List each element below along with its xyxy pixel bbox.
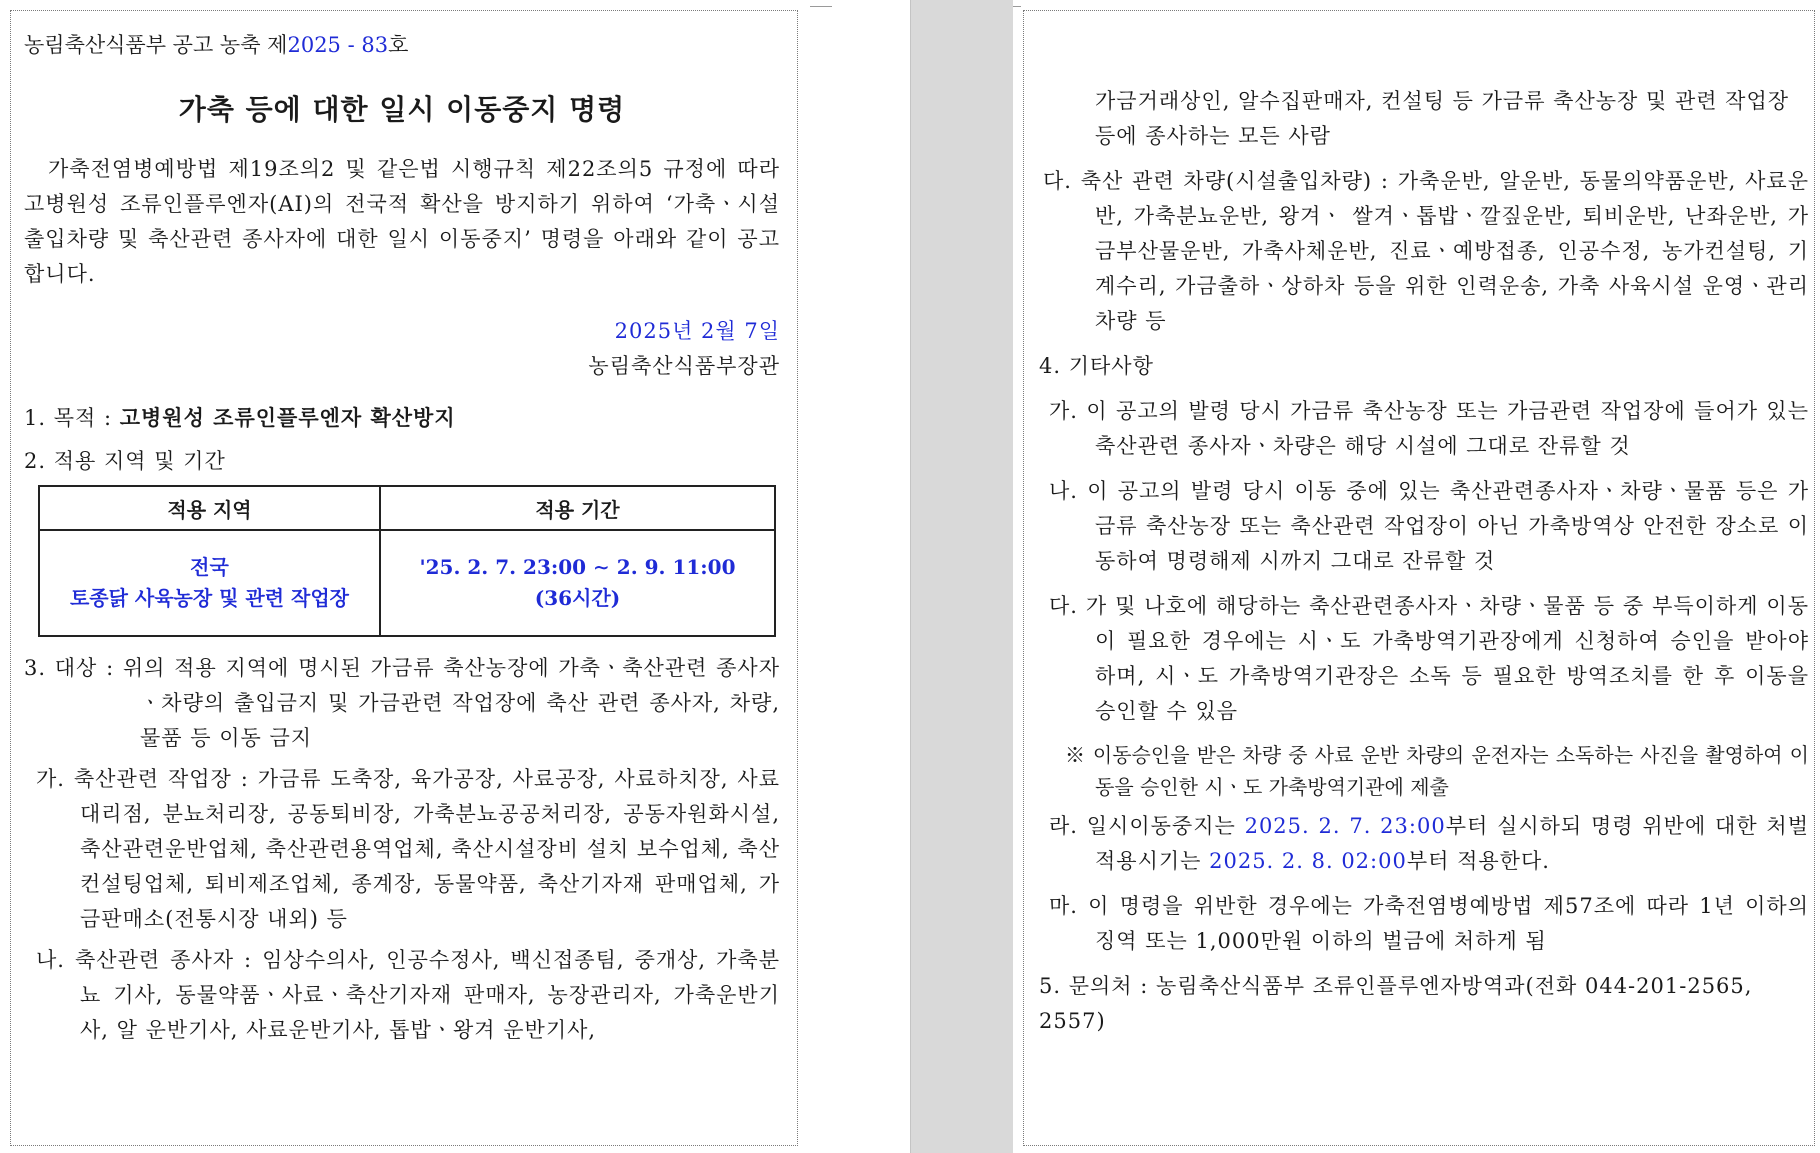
- page-2-content: [1039, 24, 1809, 1039]
- header-area: 적용 지역: [39, 486, 380, 530]
- section-1-label: 1. 목적 :: [24, 406, 120, 430]
- document-page-2: [1013, 0, 1820, 1153]
- intro-paragraph: 가축전염병예방법 제19조의2 및 같은법 시행규칙 제22조의5 규정에 따라 고병원성 조류인플루엔자(AI)의 전국적 확산을 방지하기 위하여 ‘가축ㆍ시설출입차량 및 축산관련 종사자에 대한 일시 이동중지’ 명령을 아래와 같이 공고합니다.: [24, 157, 780, 286]
- section-3-na: 나. 축산관련 종사자 : 임상수의사, 인공수정사, 백신접종팀, 중개상, 가축분뇨 기사, 동물약품ㆍ사료ㆍ축산기자재 판매자, 농장관리자, 가축운반기사, 알 운반기사, 사료운반기사, 톱밥ㆍ왕겨 운반기사,: [36, 948, 780, 1042]
- section-5-contact: 5. 문의처 : 농림축산식품부 조류인플루엔자방역과(전화 044-201-2565, 2557): [1039, 974, 1753, 1033]
- page-gutter: [910, 0, 1015, 1153]
- table-header-row: [39, 486, 775, 530]
- document-title: 가축 등에 대한 일시 이동중지 명령: [178, 93, 626, 126]
- section-4-na: 나. 이 공고의 발령 당시 이동 중에 있는 축산관련종사자ㆍ차량ㆍ물품 등은 가금류 축산농장 또는 축산관련 작업장이 아닌 가축방역상 안전한 장소로 이동하여 명령해제 시까지 그대로 잔류할 것: [1049, 479, 1809, 573]
- issue-date: 2025년 2월 7일: [614, 319, 780, 343]
- section-4-heading: 4. 기타사항: [1039, 354, 1154, 378]
- header-period: 적용 기간: [380, 486, 775, 530]
- section-3-na-continued: 가금거래상인, 알수집판매자, 컨설팅 등 가금류 축산농장 및 관련 작업장 등에 종사하는 모든 사람: [1095, 89, 1790, 148]
- section-4-ga: 가. 이 공고의 발령 당시 가금류 축산농장 또는 가금관련 작업장에 들어가 있는 축산관련 종사자ㆍ차량은 해당 시설에 그대로 잔류할 것: [1049, 399, 1809, 458]
- section-4-ma: 마. 이 명령을 위반한 경우에는 가축전염병예방법 제57조에 따라 1년 이하의 징역 또는 1,000만원 이하의 벌금에 처하게 됨: [1049, 894, 1809, 953]
- page-1-content: [24, 24, 780, 1048]
- section-1-value: 고병원성 조류인플루엔자 확산방지: [119, 405, 456, 430]
- section-4-da: 다. 가 및 나호에 해당하는 축산관련종사자ㆍ차량ㆍ물품 등 중 부득이하게 이동이 필요한 경우에는 시ㆍ도 가축방역기관장에게 신청하여 승인을 받아야 하며, 시ㆍ도 가축방역기관장은 소독 등 필요한 방역조치를 한 후 이동을 승인할 수 있음: [1049, 594, 1809, 723]
- section-4-ra: 라. 일시이동중지는 2025. 2. 7. 23:00부터 실시하되 명령 위반에 대한 처벌적용시기는 2025. 2. 8. 02:00부터 적용한다.: [1049, 814, 1809, 873]
- section-3-ga: 가. 축산관련 작업장 : 가금류 도축장, 육가공장, 사료공장, 사료하치장, 사료대리점, 분뇨처리장, 공동퇴비장, 가축분뇨공공처리장, 공동자원화시설, 축산관련운반업체, 축산관련용역업체, 축산시설장비 설치 보수업체, 축산컨설팅업체, 퇴비제조업체, 종계장, 동물약품, 축산기자재 판매업체, 가금판매소(전통시장 내외) 등: [36, 767, 780, 931]
- corner-mark: [810, 6, 832, 7]
- corner-mark: [1013, 6, 1021, 7]
- issuer-name: 농림축산식품부장관: [588, 354, 780, 378]
- section-4-note: ※ 이동승인을 받은 차량 중 사료 운반 차량의 운전자는 소독하는 사진을 촬영하여 이동을 승인한 시ㆍ도 가축방역기관에 제출: [1065, 743, 1809, 799]
- section-2-heading: 2. 적용 지역 및 기간: [24, 449, 226, 473]
- section-3: 3. 대상 : 위의 적용 지역에 명시된 가금류 축산농장에 가축ㆍ축산관련 종사자ㆍ차량의 출입금지 및 가금관련 작업장에 축산 관련 종사자, 차량, 물품 등 이동 금지: [24, 656, 780, 750]
- period-cell: '25. 2. 7. 23:00 ∼ 2. 9. 11:00 (36시간): [380, 530, 775, 636]
- section-3-da: 다. 축산 관련 차량(시설출입차량) : 가축운반, 알운반, 동물의약품운반, 사료운반, 가축분뇨운반, 왕겨ㆍ 쌀겨ㆍ톱밥ㆍ깔짚운반, 퇴비운반, 난좌운반, 가금부산물운반, 가축사체운반, 진료ㆍ예방접종, 인공수정, 농가컨설팅, 기계수리, 가금출하ㆍ상하차 등을 위한 인력운송, 가축 사육시설 운영ㆍ관리 차량 등: [1043, 169, 1809, 333]
- section-1: [24, 400, 780, 436]
- table-row: [39, 530, 775, 636]
- area-period-table: [38, 485, 776, 637]
- area-cell: 전국 토종닭 사육농장 및 관련 작업장: [39, 530, 380, 636]
- notice-number: 농림축산식품부 공고 농축 제2025 - 83호: [24, 33, 409, 57]
- date-block: [24, 314, 780, 384]
